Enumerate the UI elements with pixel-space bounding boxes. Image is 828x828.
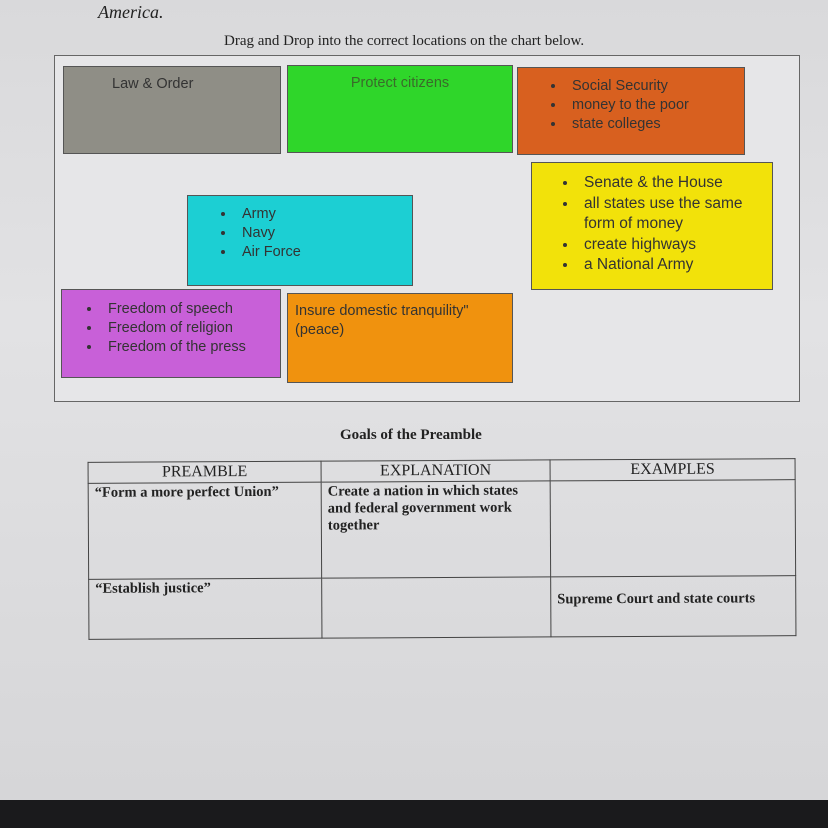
preamble-table [88,458,797,640]
header-explanation: EXPLANATION [321,460,550,482]
table-row [89,576,796,640]
list-item: • Social Security [566,77,744,96]
list-item: • all states use the same form of money [578,194,772,235]
card-military[interactable] [187,195,413,286]
list-item: • Army [236,205,412,224]
card-domestic-tranquility[interactable] [287,293,513,383]
cell-explanation[interactable]: Create a nation in which states and federal government work together [321,481,550,578]
cell-examples[interactable] [550,480,795,577]
card-social-programs[interactable] [517,67,745,155]
list-item: • Senate & the House [578,173,772,194]
card-text: Insure domestic tranquility" (peace) [295,303,469,338]
list-item: • Navy [236,224,412,243]
cell-explanation[interactable] [322,577,551,638]
list-item: • Freedom of the press [102,338,280,357]
cell-preamble: “Establish justice” [89,578,322,639]
card-text: Law & Order [112,76,194,92]
header-examples: EXAMPLES [550,459,795,481]
table-row [88,480,795,580]
cell-examples[interactable]: Supreme Court and state courts [551,576,796,637]
list-item: • state colleges [566,115,744,134]
list-item: • a National Army [578,255,772,276]
list-item: • Air Force [236,243,412,262]
header-preamble: PREAMBLE [88,461,321,483]
list-item: • create highways [578,235,772,256]
cell-preamble: “Form a more perfect Union” [88,482,321,579]
table-title: Goals of the Preamble [340,427,482,443]
list-item: • money to the poor [566,96,744,115]
card-congress[interactable] [531,162,773,290]
list-item: • Freedom of speech [102,300,280,319]
card-freedoms[interactable] [61,289,281,378]
instructions: Drag and Drop into the correct locations on the chart below. [224,33,585,49]
heading: America. [98,2,164,22]
card-protect-citizens[interactable] [287,65,513,153]
list-item: • Freedom of religion [102,319,280,338]
card-law-order[interactable] [63,66,281,154]
card-text: Protect citizens [350,75,450,91]
drag-drop-board [54,55,800,402]
